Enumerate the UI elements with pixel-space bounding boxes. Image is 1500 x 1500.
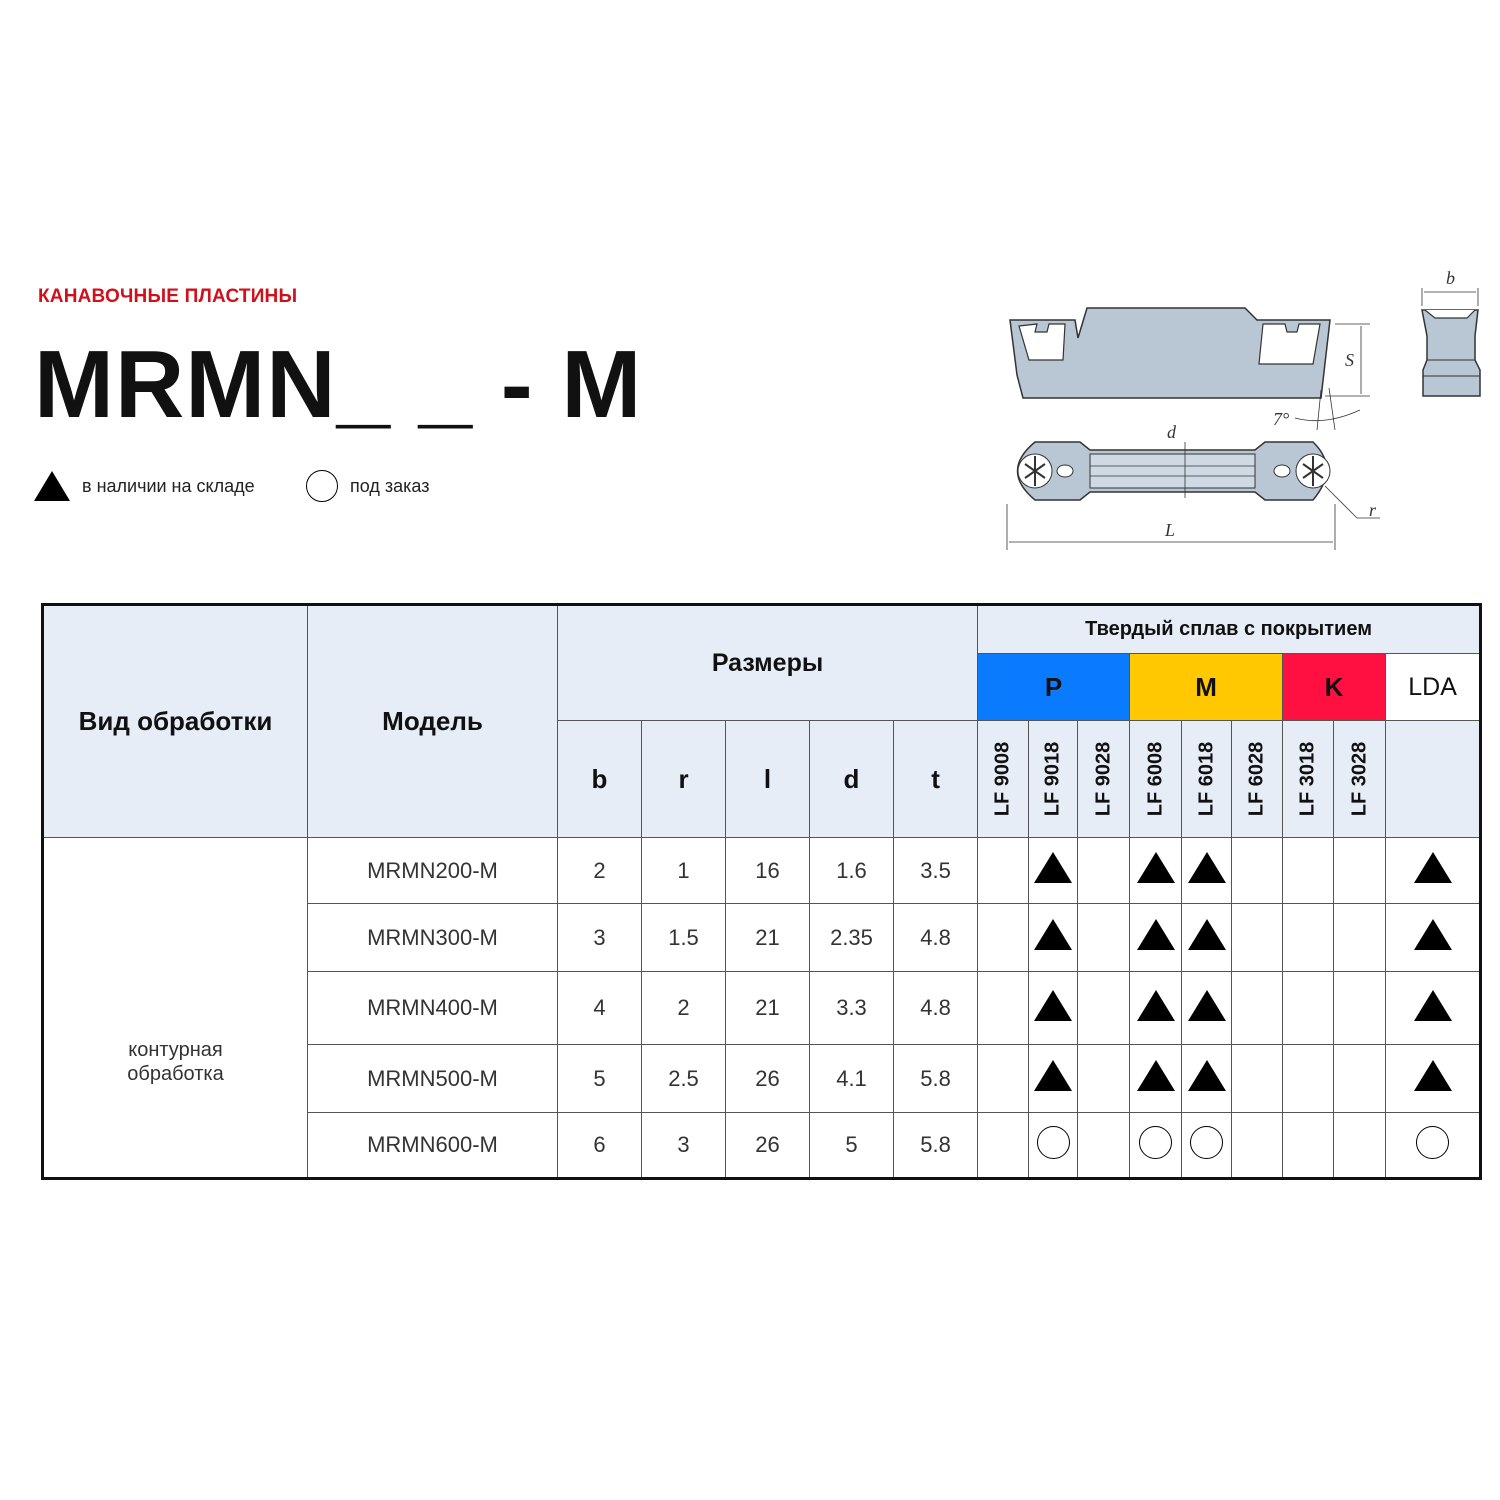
availability-cell: [1386, 904, 1481, 972]
grade-label: LF 6018: [1195, 741, 1218, 817]
availability-cell: [1182, 1045, 1232, 1113]
in-stock-triangle-icon: [1137, 990, 1175, 1021]
in-stock-triangle-icon: [1414, 919, 1452, 950]
grade-header: [1232, 721, 1283, 838]
availability-cell: [978, 972, 1029, 1045]
in-stock-triangle-icon: [1034, 1060, 1072, 1091]
dim-header-d: d: [810, 721, 894, 838]
grade-header: [1029, 721, 1078, 838]
dimension-cell-d: 3.3: [810, 972, 894, 1045]
dimension-cell-d: 2.35: [810, 904, 894, 972]
dimension-cell-b: 2: [558, 838, 642, 904]
dimension-cell-d: 5: [810, 1113, 894, 1179]
dimension-cell-b: 5: [558, 1045, 642, 1113]
grade-label: LF 9018: [1041, 741, 1064, 817]
dimension-cell-b: 3: [558, 904, 642, 972]
dim-label-l: L: [1165, 520, 1176, 540]
in-stock-triangle-icon: [1034, 919, 1072, 950]
availability-cell: [1386, 1045, 1481, 1113]
availability-cell: [1334, 1045, 1386, 1113]
legend-in-stock-label: в наличии на складе: [82, 475, 255, 496]
grade-label: LF 3028: [1348, 741, 1371, 817]
dimension-cell-t: 4.8: [894, 904, 978, 972]
in-stock-triangle-icon: [1414, 852, 1452, 883]
model-cell: MRMN200-M: [308, 838, 558, 904]
in-stock-triangle-icon: [1137, 1060, 1175, 1091]
grade-header: [978, 721, 1029, 838]
dimension-cell-b: 6: [558, 1113, 642, 1179]
dimension-cell-r: 1.5: [642, 904, 726, 972]
spec-table: [41, 603, 1482, 1180]
grade-header: [1078, 721, 1130, 838]
table-row: [43, 838, 1481, 904]
availability-cell: [1283, 972, 1334, 1045]
model-cell: MRMN500-M: [308, 1045, 558, 1113]
on-order-circle-icon: [1190, 1126, 1223, 1159]
insert-end-view: [1422, 268, 1480, 396]
product-title: MRMN_ _ - M: [34, 331, 643, 438]
dim-header-t: t: [894, 721, 978, 838]
in-stock-triangle-icon: [1414, 1060, 1452, 1091]
availability-cell: [1029, 972, 1078, 1045]
dimension-cell-b: 4: [558, 972, 642, 1045]
dimension-cell-t: 4.8: [894, 972, 978, 1045]
in-stock-triangle-icon: [1188, 1060, 1226, 1091]
on-order-circle-icon: [1139, 1126, 1172, 1159]
availability-cell: [1029, 904, 1078, 972]
dimension-cell-t: 5.8: [894, 1045, 978, 1113]
header-dimensions: Размеры: [558, 605, 978, 721]
availability-cell: [1334, 904, 1386, 972]
model-cell: MRMN600-M: [308, 1113, 558, 1179]
dimension-cell-r: 2.5: [642, 1045, 726, 1113]
legend-on-order-label: под заказ: [350, 475, 430, 496]
availability-cell: [1386, 1113, 1481, 1179]
legend-in-stock: [34, 466, 255, 506]
availability-cell: [1078, 1113, 1130, 1179]
availability-cell: [1386, 838, 1481, 904]
on-order-circle-icon: [1416, 1126, 1449, 1159]
grade-label: LF 9028: [1092, 741, 1115, 817]
grade-header: [1182, 721, 1232, 838]
insert-top-view: [1007, 422, 1380, 550]
availability-cell: [1029, 1045, 1078, 1113]
availability-cell: [1283, 838, 1334, 904]
dim-label-r: r: [1369, 500, 1377, 520]
availability-cell: [1386, 972, 1481, 1045]
availability-cell: [1078, 972, 1130, 1045]
dimension-cell-t: 3.5: [894, 838, 978, 904]
category-m: M: [1130, 654, 1283, 721]
legend-on-order: [306, 466, 429, 506]
availability-cell: [1078, 838, 1130, 904]
availability-cell: [978, 904, 1029, 972]
availability-cell: [1182, 838, 1232, 904]
dimension-cell-l: 16: [726, 838, 810, 904]
availability-cell: [1283, 904, 1334, 972]
catalog-section-label: КАНАВОЧНЫЕ ПЛАСТИНЫ: [38, 286, 298, 307]
availability-cell: [1078, 904, 1130, 972]
availability-cell: [978, 1045, 1029, 1113]
dimension-cell-d: 4.1: [810, 1045, 894, 1113]
dim-label-s: S: [1345, 350, 1354, 370]
dimension-cell-l: 26: [726, 1045, 810, 1113]
availability-cell: [1283, 1045, 1334, 1113]
availability-cell: [1232, 1113, 1283, 1179]
dim-label-b: b: [1446, 268, 1455, 288]
insert-drawing: [995, 260, 1495, 560]
header-model: Модель: [308, 605, 558, 838]
in-stock-triangle-icon: [1034, 990, 1072, 1021]
header-carbide: Твердый сплав с покрытием: [978, 605, 1481, 654]
availability-cell: [1130, 1045, 1182, 1113]
dimension-cell-d: 1.6: [810, 838, 894, 904]
availability-cell: [1182, 904, 1232, 972]
category-k: K: [1283, 654, 1386, 721]
dimension-cell-t: 5.8: [894, 1113, 978, 1179]
dimension-cell-l: 21: [726, 904, 810, 972]
availability-cell: [1130, 838, 1182, 904]
dimension-cell-r: 1: [642, 838, 726, 904]
grade-header-lda: [1386, 721, 1481, 838]
dimension-cell-l: 26: [726, 1113, 810, 1179]
dim-header-b: b: [558, 721, 642, 838]
dimension-cell-r: 2: [642, 972, 726, 1045]
availability-cell: [1334, 838, 1386, 904]
availability-cell: [1334, 1113, 1386, 1179]
in-stock-triangle-icon: [1034, 852, 1072, 883]
availability-cell: [1283, 1113, 1334, 1179]
grade-label: LF 6028: [1245, 741, 1268, 817]
in-stock-triangle-icon: [1188, 990, 1226, 1021]
in-stock-triangle-icon: [1137, 852, 1175, 883]
availability-cell: [1232, 1045, 1283, 1113]
process-type-cell: контурная обработка: [43, 838, 308, 1179]
availability-cell: [1232, 972, 1283, 1045]
availability-cell: [1232, 904, 1283, 972]
category-p: P: [978, 654, 1130, 721]
availability-cell: [1130, 904, 1182, 972]
availability-cell: [1029, 1113, 1078, 1179]
in-stock-triangle-icon: [1414, 990, 1452, 1021]
circle-icon: [306, 470, 338, 502]
on-order-circle-icon: [1037, 1126, 1070, 1159]
availability-cell: [1182, 1113, 1232, 1179]
grade-label: LF 6008: [1144, 741, 1167, 817]
model-cell: MRMN300-M: [308, 904, 558, 972]
availability-cell: [978, 838, 1029, 904]
availability-cell: [1182, 972, 1232, 1045]
in-stock-triangle-icon: [1188, 852, 1226, 883]
grade-label: LF 9008: [991, 741, 1014, 817]
dim-header-l: l: [726, 721, 810, 838]
header-process: Вид обработки: [43, 605, 308, 838]
availability-cell: [1232, 838, 1283, 904]
in-stock-triangle-icon: [1188, 919, 1226, 950]
availability-cell: [1029, 838, 1078, 904]
availability-cell: [1130, 1113, 1182, 1179]
grade-header: [1130, 721, 1182, 838]
dim-label-d: d: [1167, 422, 1176, 442]
grade-header: [1283, 721, 1334, 838]
availability-cell: [1334, 972, 1386, 1045]
insert-side-view: [1010, 308, 1370, 430]
model-cell: MRMN400-M: [308, 972, 558, 1045]
category-lda: LDA: [1386, 654, 1481, 721]
grade-label: LF 3018: [1296, 741, 1319, 817]
triangle-icon: [34, 471, 70, 501]
dim-label-angle: 7°: [1273, 409, 1290, 429]
availability-cell: [1078, 1045, 1130, 1113]
availability-cell: [978, 1113, 1029, 1179]
in-stock-triangle-icon: [1137, 919, 1175, 950]
availability-cell: [1130, 972, 1182, 1045]
grade-header: [1334, 721, 1386, 838]
dim-header-r: r: [642, 721, 726, 838]
dimension-cell-l: 21: [726, 972, 810, 1045]
dimension-cell-r: 3: [642, 1113, 726, 1179]
